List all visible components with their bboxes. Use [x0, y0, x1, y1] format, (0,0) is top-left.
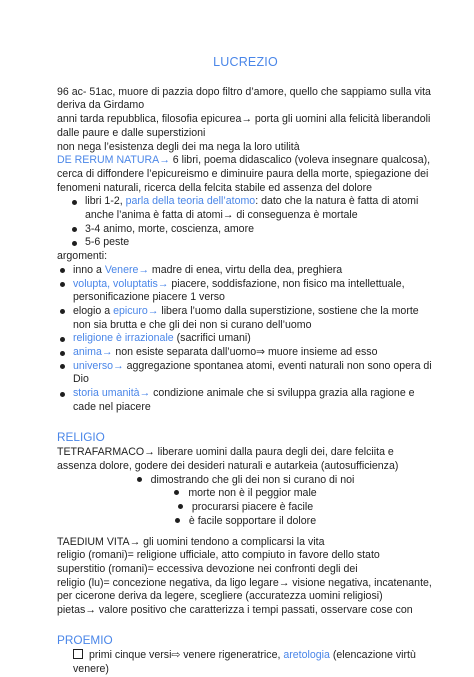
rerum-natura-text: 6 libri, poema didascalico (voleva insegnare qualcosa), cerca di diffondere l’epicureismo e diminuire paura della morte, spiegazione dei fenomeni naturali, ricerca della felcita stabile ed assenza del dolore	[57, 154, 431, 194]
list-item: anima→ non esiste separata dall’uomo⇒ muore insieme ad esso	[57, 346, 434, 360]
religio-lu-text: religio (lu)= concezione negativa, da ligo legare→ visione negativa, incatenante, per cicerone deriva da legere, scegliere (accuratezza uomini religiosi)	[57, 576, 432, 603]
list-item: religione è irrazionale (sacrifici umani)	[57, 332, 434, 346]
list-item: elogio a epicuro→ libera l’uomo dalla superstizione, sostiene che la morte non sia brutta e che gli dei non si curano dell’uomo	[57, 305, 434, 332]
list-item: è facile sopportare il dolore	[57, 515, 434, 529]
intro-line-life: 96 ac- 51ac, muore di pazzia dopo filtro d’amore, quello che sappiamo sulla vita deriva da Girdamo	[57, 85, 431, 112]
pietas-text: pietas→ valore positivo che caratterizza i tempi passati, osservare cose con	[57, 604, 413, 617]
bullet-icon	[60, 364, 65, 369]
checkbox-icon[interactable]	[73, 649, 83, 659]
argomenti-label: argomenti:	[57, 250, 108, 263]
tetrafarmaco-text: TETRAFARMACO→ liberare uomini dalla paura degli dei, dare felciita e assenza dolore, godere dei desideri naturali e autarkeia (autosufficienza)	[57, 446, 399, 472]
bullet-icon	[60, 337, 65, 342]
bullet-icon	[175, 518, 180, 523]
bullet-icon	[72, 200, 77, 205]
religio-romani-text: religio (romani)= religione ufficiale, atto compiuto in favore dello stato	[57, 549, 380, 562]
rerum-natura-label: DE RERUM NATURA→	[57, 154, 170, 167]
taedium-text: TAEDIUM VITA→ gli uomini tendono a complicarsi la vita	[57, 535, 325, 548]
bullet-icon	[60, 282, 65, 287]
intro-line-epicurean: anni tarda repubblica, filosofia epicurea→ porta gli uomini alla felicità liberandoli dalle paure e dalle superstizioni	[57, 113, 431, 139]
list-item: 3-4 animo, morte, coscienza, amore	[69, 223, 434, 237]
section-heading-proemio: PROEMIO	[57, 632, 113, 647]
list-item: inno a Venere→ madre di enea, virtu della dea, preghiera	[57, 264, 434, 278]
bullet-icon	[137, 477, 142, 482]
bullet-icon	[72, 227, 77, 232]
list-item: volupta, voluptatis→ piacere, soddisfazione, non fisico ma intellettuale, personificazione piacere 1 verso	[57, 278, 434, 305]
tetrafarmaco-list	[57, 474, 434, 529]
list-item: dimostrando che gli dei non si curano di noi	[57, 474, 434, 488]
argomenti-list	[57, 264, 434, 415]
list-item: libri 1-2, parla della teoria dell’atomo: dato che la natura è fatta di atomi anche l’anima è fatta di atomi→ di conseguenza è mortale	[69, 195, 434, 222]
list-item: storia umanità→ condizione animale che si sviluppa grazia alla ragione e cade nel piacere	[57, 387, 434, 414]
bullet-icon	[178, 504, 183, 509]
bullet-icon	[174, 490, 179, 495]
books-list	[57, 195, 434, 250]
list-item: morte non è il peggior male	[57, 487, 434, 501]
intro-rerum-natura	[57, 154, 434, 195]
intro-line-gods: non nega l’esistenza degli dei ma nega la loro utilità	[57, 140, 300, 153]
list-item: procurarsi piacere è facile	[57, 501, 434, 515]
bullet-icon	[72, 241, 77, 246]
section-heading-religio: RELIGIO	[57, 429, 105, 444]
bullet-icon	[60, 309, 65, 314]
bullet-icon	[60, 351, 65, 356]
bullet-icon	[60, 392, 65, 397]
list-item: universo→ aggregazione spontanea atomi, eventi naturali non sono opera di Dio	[57, 360, 434, 387]
proemio-checklist-item[interactable]: primi cinque versi⇨ venere rigeneratrice, aretologia (elencazione virtù venere)	[73, 649, 416, 676]
superstitio-text: superstitio (romani)= eccessiva devozione nei confronti degli dei	[57, 562, 358, 575]
bullet-icon	[60, 268, 65, 273]
list-item: 5-6 peste	[69, 236, 434, 250]
page-title: LUCREZIO	[213, 55, 278, 69]
